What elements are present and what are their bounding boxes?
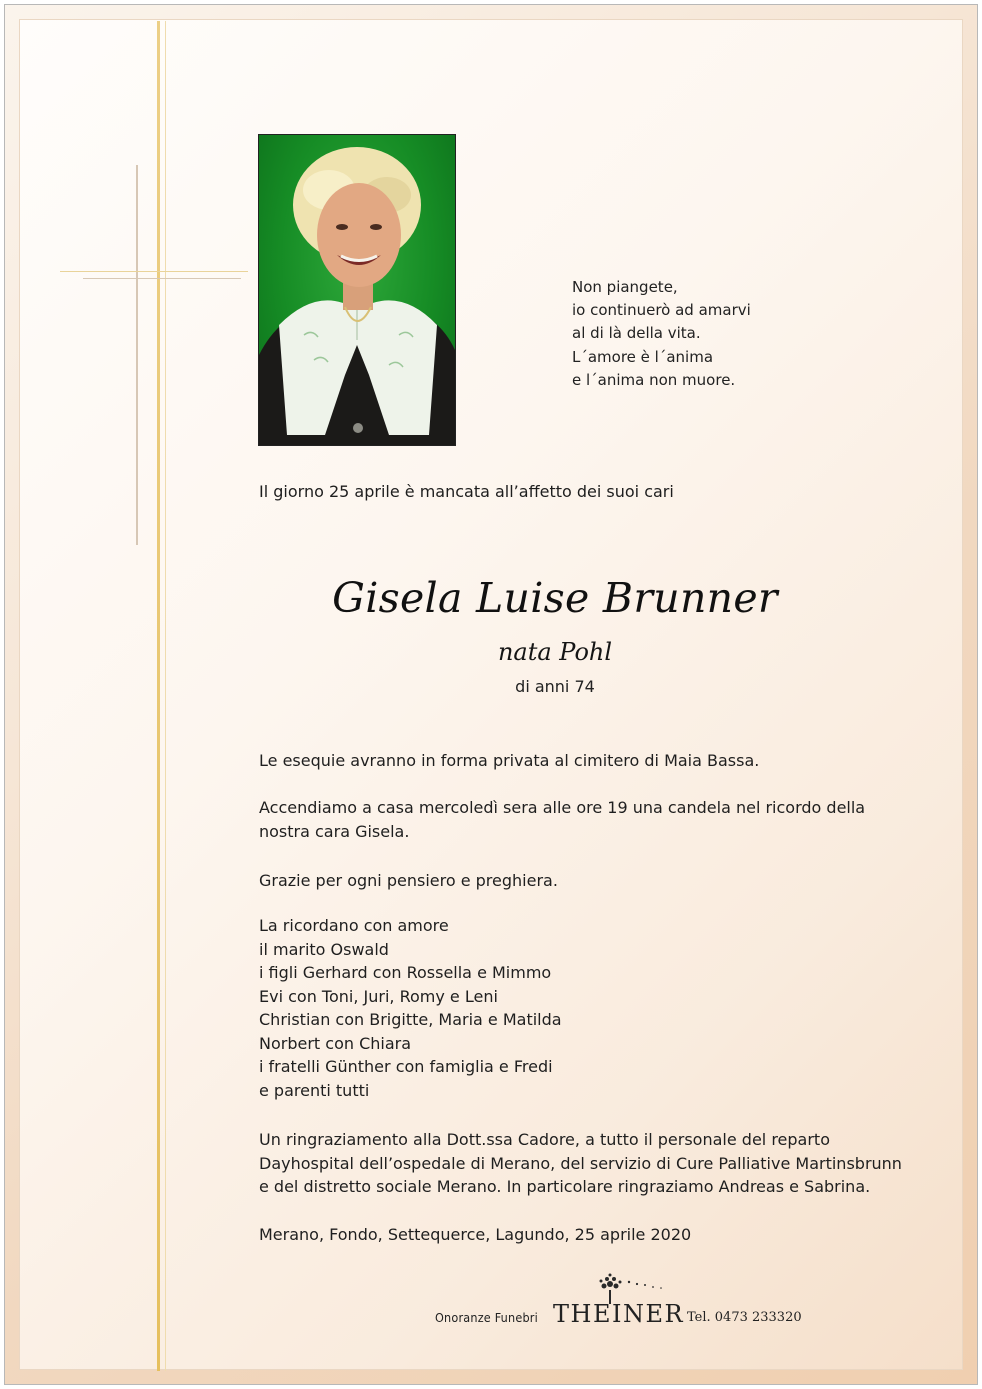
funeral-home-label: Onoranze Funebri [435, 1310, 538, 1325]
mourner-line: Evi con Toni, Juri, Romy e Leni [259, 986, 498, 1006]
funeral-home-phone: Tel. 0473 233320 [687, 1310, 802, 1325]
gold-vertical-line [157, 21, 160, 1371]
portrait-photo [258, 134, 456, 446]
funeral-paragraph [259, 749, 949, 773]
mourner-line: i fratelli Günther con famiglia e Fredi [259, 1057, 553, 1076]
cross-vertical-line [136, 165, 138, 545]
portrait-illustration [259, 135, 455, 445]
cross-horizontal-line-shadow [83, 278, 241, 279]
poem-line: al di là della vita. [572, 324, 701, 343]
mourners-list [259, 914, 949, 1102]
funeral-home-footer [435, 1288, 835, 1328]
poem-line: e l´anima non muore. [572, 370, 736, 389]
mourner-line: Christian con Brigitte, Maria e Matilda [259, 1010, 562, 1029]
place-date-line: Merano, Fondo, Settequerce, Lagundo, 25 aprile 2020 [259, 1225, 692, 1244]
gold-vertical-line-thin [165, 21, 166, 1371]
mourner-line: i figli Gerhard con Rossella e Mimmo [259, 963, 552, 982]
paragraph-line: Accendiamo a casa mercoledì sera alle ore 19 una candela nel ricordo della [259, 798, 866, 817]
gratitude-paragraph [259, 1128, 949, 1199]
poem-line: Non piangete, [572, 278, 678, 296]
poem-line: L´amore è l´anima [572, 347, 714, 366]
paragraph-line: nostra cara Gisela. [259, 821, 410, 841]
poem-line: io continuerò ad amarvi [572, 301, 751, 320]
intro-text: Il giorno 25 aprile è mancata all’affetto dei suoi cari [259, 482, 674, 501]
place-date [259, 1223, 949, 1247]
deceased-name: Gisela Luise Brunner [332, 574, 778, 622]
paragraph-line: Dayhospital dell’ospedale di Merano, del servizio di Cure Palliative Martinsbrunn [259, 1153, 902, 1173]
paragraph-line: Un ringraziamento alla Dott.ssa Cadore, a tutto il personale del reparto [259, 1130, 830, 1149]
paragraph-line: Le esequie avranno in forma privata al cimitero di Maia Bassa. [259, 751, 760, 770]
mourner-line: Norbert con Chiara [259, 1033, 412, 1053]
mourner-line: La ricordano con amore [259, 916, 449, 935]
mourner-line: e parenti tutti [259, 1080, 370, 1100]
paragraph-line: Grazie per ogni pensiero e preghiera. [259, 871, 558, 890]
funeral-home-brand: THEINER [553, 1300, 685, 1328]
cross-horizontal-line [60, 271, 248, 272]
candle-paragraph [259, 796, 949, 843]
mourner-line: il marito Oswald [259, 939, 389, 959]
paragraph-line: e del distretto sociale Merano. In particolare ringraziamo Andreas e Sabrina. [259, 1177, 871, 1196]
memorial-poem [572, 276, 832, 392]
age-text: di anni 74 [515, 677, 595, 696]
birth-name: nata Pohl [497, 638, 613, 666]
thanks-paragraph [259, 869, 949, 893]
